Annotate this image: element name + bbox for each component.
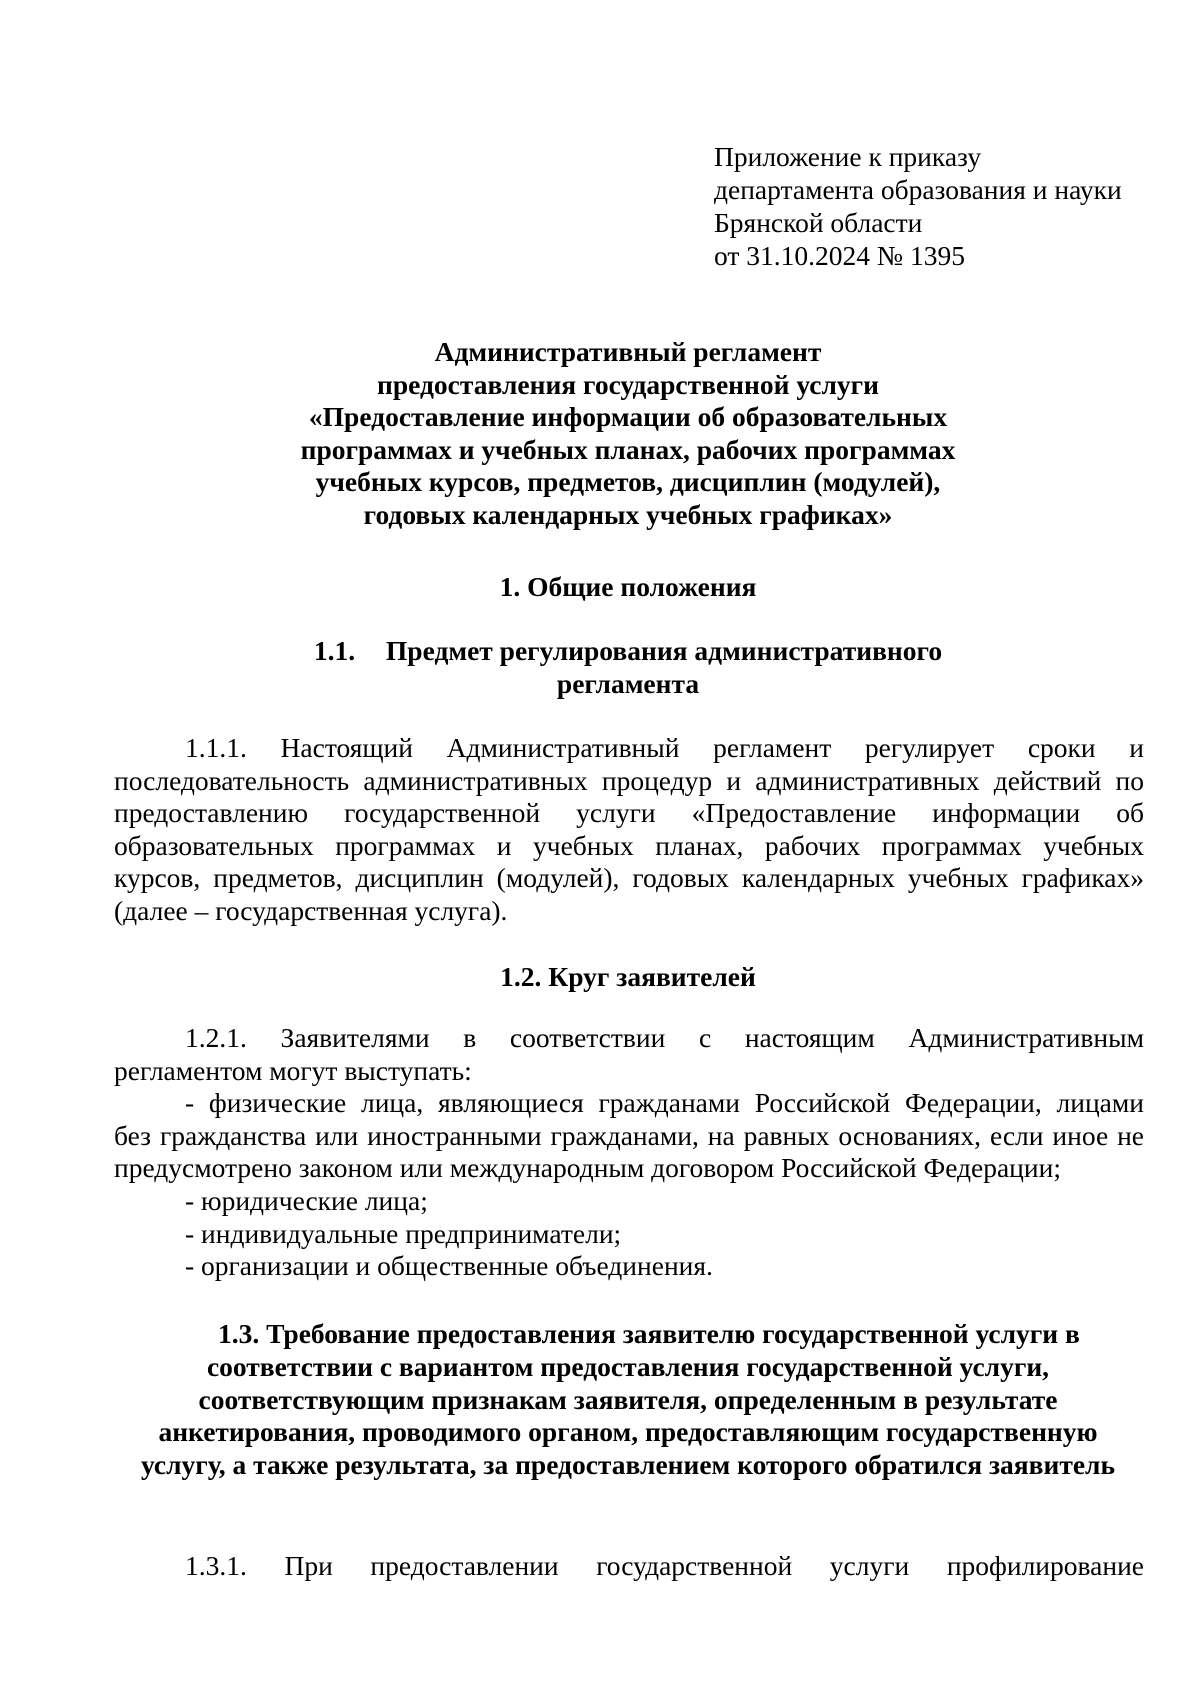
paragraph-line: (далее – государственная услуга). bbox=[114, 894, 508, 926]
paragraph-line: 1.3.1. При предоставлении государственной услуги профилирование bbox=[185, 1550, 1144, 1581]
paragraph-line: без гражданства или иностранными гражданами, на равных основаниях, если иное не bbox=[114, 1119, 1144, 1151]
title-line: учебных курсов, предметов, дисциплин (модулей), bbox=[315, 466, 941, 497]
title-line: программах и учебных планах, рабочих программах bbox=[300, 433, 956, 465]
approval-line: Приложение к приказу bbox=[714, 141, 982, 172]
subsection-heading-line: 1.3. Требование предоставления заявителю государственной услуги в bbox=[218, 1318, 1080, 1349]
paragraph-line: 1.1.1. Настоящий Административный регламент регулирует сроки и bbox=[185, 732, 1144, 763]
document-title bbox=[110, 336, 1146, 531]
paragraph-line: 1.2.1. Заявителями в соответствии с настоящим Административным bbox=[185, 1022, 1144, 1053]
paragraph-1-1-1 bbox=[114, 732, 1144, 928]
subsection-heading-line: соответствии с вариантом предоставления государственной услуги, bbox=[206, 1350, 1050, 1382]
title-line: годовых календарных учебных графиках» bbox=[363, 498, 893, 530]
subsection-heading-line: анкетирования, проводимого органом, предоставляющим государственную bbox=[158, 1416, 1098, 1448]
paragraph-line: предоставлению государственной услуги «Предоставление информации об bbox=[114, 797, 1144, 829]
paragraph-1-3-1 bbox=[114, 1550, 1144, 1583]
subsection-heading-line: соответствующим признакам заявителя, определенным в результате bbox=[198, 1383, 1058, 1415]
paragraph-line: регламентом могут выступать: bbox=[114, 1054, 472, 1086]
subsection-heading-1-3 bbox=[110, 1318, 1146, 1482]
paragraph-line: последовательность административных процедур и административных действий по bbox=[114, 764, 1144, 796]
subsection-heading-line: Предмет регулирования административного bbox=[385, 635, 943, 666]
paragraph-line: курсов, предметов, дисциплин (модулей), годовых календарных учебных графиках» bbox=[114, 862, 1144, 894]
title-line: предоставления государственной услуги bbox=[377, 368, 879, 400]
title-line: Административный регламент bbox=[434, 336, 822, 367]
list-item: - юридические лица; bbox=[185, 1184, 428, 1216]
approval-line: департамента образования и науки bbox=[714, 174, 1122, 205]
subsection-heading-1-2: 1.2. Круг заявителей bbox=[500, 961, 756, 992]
approval-block bbox=[714, 140, 1122, 272]
list-item: - физические лица, являющиеся гражданами Российской Федерации, лицами bbox=[185, 1087, 1144, 1119]
list-item: - индивидуальные предприниматели; bbox=[185, 1217, 622, 1249]
list-item: - организации и общественные объединения. bbox=[185, 1250, 713, 1282]
approval-line: Брянской области bbox=[714, 207, 923, 238]
subsection-heading-1-1 bbox=[110, 634, 1146, 700]
paragraph-1-2-1 bbox=[114, 1022, 1144, 1283]
subsection-number: 1.1. bbox=[313, 635, 356, 666]
title-line: «Предоставление информации об образовательных bbox=[308, 401, 948, 432]
subsection-heading-line: регламента bbox=[556, 668, 700, 699]
approval-line: от 31.10.2024 № 1395 bbox=[714, 240, 966, 271]
subsection-heading-line: услугу, а также результата, за предоставлением которого обратился заявитель bbox=[140, 1449, 1116, 1481]
paragraph-line: предусмотрено законом или международным договором Российской Федерации; bbox=[114, 1152, 1061, 1184]
paragraph-line: образовательных программах и учебных планах, рабочих программах учебных bbox=[114, 829, 1144, 861]
section-heading: 1. Общие положения bbox=[499, 571, 757, 602]
